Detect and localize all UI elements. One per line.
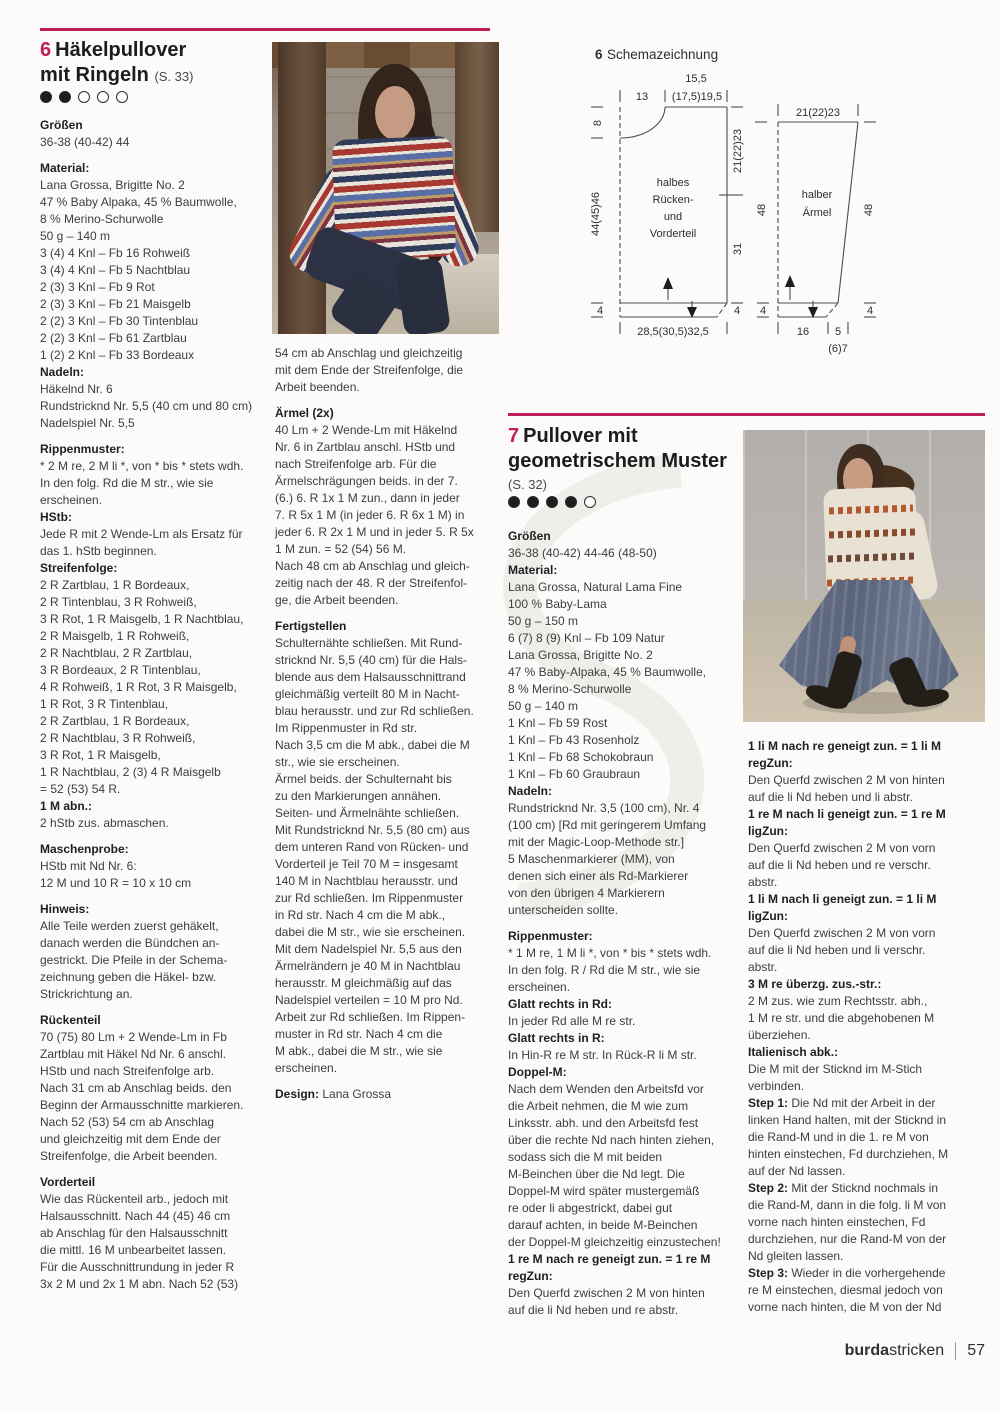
text-line: sodass sich die M mit beiden <box>508 1150 663 1164</box>
text-line: 1 M zun. = 52 (54) 56 M. <box>275 542 407 556</box>
text-line: 3 (4) 4 Knl – Fb 5 Nachtblau <box>40 263 191 277</box>
text-line: Die M mit der Sticknd im M-Stich <box>748 1062 923 1076</box>
text-line: abstr. <box>748 960 778 974</box>
text-line: Alle Teile werden zuerst gehäkelt, <box>40 919 219 933</box>
schematic-number: 6 <box>595 47 603 62</box>
text-line: darauf achten, in beide M-Beinchen <box>508 1218 698 1232</box>
section6-page-ref: (S. 33) <box>154 69 194 84</box>
text-line: 3 R Bordeaux, 2 R Tintenblau, <box>40 663 201 677</box>
sleeve-length-left-label: 48 <box>756 203 768 217</box>
difficulty-dot <box>508 496 520 508</box>
text-line: 1 M re str. und die abgehobenen M <box>748 1011 935 1025</box>
section6-column-2 <box>275 345 507 1103</box>
text-line: Arbeit zur Rd schließen. Im Rippen- <box>275 1010 466 1024</box>
text-line: 1 re M nach li geneigt zun. = 1 re M <box>748 807 946 821</box>
difficulty-dot <box>59 91 71 103</box>
text-line: In den folg. R / Rd die M str., wie sie <box>508 963 701 977</box>
text-line: ligZun: <box>748 824 788 838</box>
text-line: Step 1: Die Nd mit der Arbeit in der <box>748 1096 936 1110</box>
sleeve-cuff2-label: (6)7 <box>828 343 848 355</box>
text-line: ligZun: <box>748 909 788 923</box>
text-line: Rundstricknd Nr. 5,5 (40 cm und 80 cm) <box>40 399 253 413</box>
text-line: Größen <box>508 529 551 543</box>
text-line: regZun: <box>508 1269 553 1283</box>
text-line: die Rand-M, dann in die folg. li M von <box>748 1198 947 1212</box>
text-line: durchziehen, nur die Rand-M von der <box>748 1232 947 1246</box>
text-line: Rippenmuster: <box>508 929 593 943</box>
sleeve-rib-right-label: 4 <box>867 305 874 317</box>
text-line: (6.) 6. R 1x 1 M zun., dann in jeder <box>275 491 460 505</box>
text-line: 50 g – 150 m <box>508 614 579 628</box>
text-line: 2 hStb zus. abmaschen. <box>40 816 169 830</box>
text-line: 2 R Nachtblau, 3 R Rohweiß, <box>40 731 196 745</box>
text-line: die Rand-M und in die 1. re M von <box>748 1130 929 1144</box>
text-line: Mit dem Nadelspiel Nr. 5,5 aus den <box>275 942 462 956</box>
text-line: auf die li Nd heben und li verschr. <box>748 943 926 957</box>
text-line: HStb mit Nd Nr. 6: <box>40 859 137 873</box>
text-line: Glatt rechts in Rd: <box>508 997 613 1011</box>
text-line: 3 (4) 4 Knl – Fb 16 Rohweiß <box>40 246 191 260</box>
photo-model-geometric-sweater <box>743 430 985 722</box>
text-line: dabei die M str., wie sie erscheinen. <box>275 925 466 939</box>
text-line: Nach 52 (53) 54 cm ab Anschlag <box>40 1115 215 1129</box>
text-line: Rundstricknd Nr. 3,5 (100 cm), Nr. 4 <box>508 801 700 815</box>
text-line: 5 Maschenmarkierer (MM), von <box>508 852 675 866</box>
text-line: Nadeln: <box>508 784 553 798</box>
text-line: auf die li Nd heben und li abstr. <box>748 790 913 804</box>
back-rib-right-label: 4 <box>734 305 741 317</box>
footer-divider <box>955 1342 956 1360</box>
text-line: Nr. 6 in Zartblau anschl. HStb und <box>275 440 456 454</box>
difficulty-dot <box>97 91 109 103</box>
text-line: 1 li M nach li geneigt zun. = 1 li M <box>748 892 937 906</box>
text-line: 100 % Baby-Lama <box>508 597 607 611</box>
text-line: Doppel-M: <box>508 1065 567 1079</box>
text-line: In jeder Rd alle M re str. <box>508 1014 636 1028</box>
section6-title-line1: Häkelpullover <box>55 39 187 61</box>
text-line: M-Beinchen über die Nd legt. Die <box>508 1167 685 1181</box>
text-line: HStb und nach Streifenfolge arb. <box>40 1064 215 1078</box>
text-line: Jede R mit 2 Wende-Lm als Ersatz für <box>40 527 243 541</box>
text-line: 1 Knl – Fb 68 Schokobraun <box>508 750 654 764</box>
sleeve-bottom-width-label: 16 <box>796 326 810 338</box>
back-name-3: und <box>663 211 683 223</box>
sleeve-name-1: halber <box>801 189 833 201</box>
text-line: Ärmelschrägungen beids. in der 7. <box>275 474 458 488</box>
text-line: Ärmelrändern je 40 M in Nachtblau <box>275 959 461 973</box>
magazine-brand <box>845 1342 945 1360</box>
text-line: Streifenfolge, die Arbeit beenden. <box>40 1149 218 1163</box>
section6-title-line2: mit Ringeln <box>40 64 149 86</box>
section7-column-4 <box>748 738 980 1316</box>
text-line: muster in Rd str. Nach 4 cm die <box>275 1027 443 1041</box>
section6-difficulty-rating <box>40 91 128 103</box>
text-line: re M einstechen, diesmal jedoch von <box>748 1283 943 1297</box>
section7-heading <box>508 424 727 474</box>
text-line: 3 R Rot, 1 R Maisgelb, <box>40 748 161 762</box>
text-line: Material: <box>40 161 90 175</box>
text-line: Material: <box>508 563 558 577</box>
text-line: Vorderteil je Teil 70 M = insgesamt <box>275 857 458 871</box>
text-line: 50 g – 140 m <box>40 229 111 243</box>
section6-column-1 <box>40 117 272 1293</box>
back-name-2: Rücken- <box>652 194 694 206</box>
text-line: Zartblau mit Häkel Nd Nr. 6 anschl. <box>40 1047 227 1061</box>
text-line: 2 R Tintenblau, 3 R Rohweiß, <box>40 595 197 609</box>
text-line: 2 (3) 3 Knl – Fb 9 Rot <box>40 280 155 294</box>
text-line: Linksstr. abh. und den Arbeitsfd fest <box>508 1116 699 1130</box>
text-line: erscheinen. <box>275 1061 338 1075</box>
text-line: Lana Grossa, Brigitte No. 2 <box>40 178 185 192</box>
text-line: zu den Markierungen annähen. <box>275 789 442 803</box>
sleeve-rib-left-label: 4 <box>760 305 767 317</box>
difficulty-dot <box>116 91 128 103</box>
schematic-sleeve-piece <box>755 104 876 355</box>
text-line: Streifenfolge: <box>40 561 118 575</box>
text-line: Rippenmuster: <box>40 442 125 456</box>
schematic-drawing <box>575 38 995 373</box>
text-line: Im Rippenmuster in Rd str. <box>275 721 418 735</box>
text-line: zur Rd schließen. Im Rippenmuster <box>275 891 464 905</box>
schematic-title: Schemazeichnung <box>607 47 719 62</box>
text-line: Arbeit beenden. <box>275 380 360 394</box>
text-line: 3 R Rot, 1 R Maisgelb, 1 R Nachtblau, <box>40 612 244 626</box>
page-footer <box>690 1342 985 1360</box>
text-line: Seiten- und Ärmelnähte schließen. <box>275 806 460 820</box>
text-line: 6 (7) 8 (9) Knl – Fb 109 Natur <box>508 631 665 645</box>
text-line: Für die Ausschnittrundung in jeder R <box>40 1260 235 1274</box>
model-face <box>375 86 415 140</box>
text-line: 47 % Baby-Alpaka, 45 % Baumwolle, <box>508 665 707 679</box>
text-line: 47 % Baby Alpaka, 45 % Baumwolle, <box>40 195 237 209</box>
text-line: 7. R 5x 1 M (in jeder 6. R 6x 1 M) in <box>275 508 465 522</box>
text-line: 8 % Merino-Schurwolle <box>40 212 164 226</box>
text-line: Fertigstellen <box>275 619 347 633</box>
text-line: linken Hand halten, mit der Sticknd in <box>748 1113 947 1127</box>
back-name-1: halbes <box>656 177 690 189</box>
text-line: 36-38 (40-42) 44 <box>40 135 130 149</box>
section6-heading-line2 <box>40 63 193 89</box>
text-line: Vorderteil <box>40 1175 96 1189</box>
text-line: 1 R Rot, 3 R Tintenblau, <box>40 697 169 711</box>
difficulty-dot <box>78 91 90 103</box>
text-line: 12 M und 10 R = 10 x 10 cm <box>40 876 192 890</box>
text-line: Den Querfd zwischen 2 M von vorn <box>748 926 936 940</box>
text-line: in Rd str. Nach 4 cm die M abk., <box>275 908 446 922</box>
difficulty-dot <box>546 496 558 508</box>
text-line: dem unteren Rand von Rücken- und <box>275 840 469 854</box>
back-width-label: 28,5(30,5)32,5 <box>637 326 709 338</box>
text-line: Schulternähte schließen. Mit Rund- <box>275 636 463 650</box>
text-line: Rückenteil <box>40 1013 101 1027</box>
text-line: Ärmel (2x) <box>275 406 334 420</box>
text-line: denen sich einer als Rd-Markierer <box>508 869 689 883</box>
text-line: re oder li abgestrickt, dabei gut <box>508 1201 673 1215</box>
text-line: über die rechte Nd nach hinten ziehen, <box>508 1133 715 1147</box>
text-line: Den Querfd zwischen 2 M von hinten <box>748 773 945 787</box>
text-line: abstr. <box>748 875 778 889</box>
text-line: 70 (75) 80 Lm + 2 Wende-Lm in Fb <box>40 1030 227 1044</box>
text-line: herausstr. M gleichmäßig auf das <box>275 976 452 990</box>
text-line: In den folg. Rd die M str., wie sie <box>40 476 214 490</box>
text-line: 40 Lm + 2 Wende-Lm mit Häkelnd <box>275 423 458 437</box>
text-line: Ärmel beids. der Schulternaht bis <box>275 772 452 786</box>
text-line: gestrickt. Die Pfeile in der Schema- <box>40 953 228 967</box>
text-line: Beginn der Armausschnitte markieren. <box>40 1098 244 1112</box>
text-line: 54 cm ab Anschlag und gleichzeitig <box>275 346 463 360</box>
text-line: ab Anschlag für den Halsausschnitt <box>40 1226 228 1240</box>
text-line: (100 cm) [Rd mit geringerem Umfang <box>508 818 707 832</box>
text-line: Design: Lana Grossa <box>275 1087 392 1101</box>
back-neck-bottom-label: (17,5)19,5 <box>671 91 723 103</box>
back-rib-left-label: 4 <box>597 305 604 317</box>
text-line: von den übrigen 4 Markierern <box>508 886 665 900</box>
text-line: die Arbeit nehmen, die M wie zum <box>508 1099 689 1113</box>
section7-column-3 <box>508 528 740 1319</box>
text-line: zeichnung geben die Häkel- bzw. <box>40 970 217 984</box>
text-line: unterscheiden sollte. <box>508 903 619 917</box>
text-line: hinten einstechen, Fd durchziehen, M <box>748 1147 949 1161</box>
back-shoulder-label: 13 <box>635 91 649 103</box>
difficulty-dot <box>565 496 577 508</box>
back-yoke-label: 21(22)23 <box>732 128 744 174</box>
text-line: Nadeln: <box>40 365 85 379</box>
text-line: 8 % Merino-Schurwolle <box>508 682 632 696</box>
text-line: Nach 3,5 cm die M abk., dabei die M <box>275 738 470 752</box>
sleeve-cuff-label: 5 <box>834 326 842 338</box>
section7-title-line1: Pullover mit <box>523 425 638 447</box>
section6-top-rule <box>40 28 490 31</box>
text-line: Halsausschnitt. Nach 44 (45) 46 cm <box>40 1209 231 1223</box>
text-line: regZun: <box>748 756 793 770</box>
section6-heading-line1 <box>40 38 193 63</box>
text-line: Glatt rechts in R: <box>508 1031 605 1045</box>
text-line: = 52 (53) 54 R. <box>40 782 121 796</box>
text-line: Maschenprobe: <box>40 842 129 856</box>
text-line: 1 (2) 2 Knl – Fb 33 Bordeaux <box>40 348 195 362</box>
back-neck-depth-label: 8 <box>592 119 604 127</box>
section7-heading-line1 <box>508 424 727 449</box>
sleeve-name-2: Ärmel <box>802 207 832 219</box>
text-line: Den Querfd zwischen 2 M von vorn <box>748 841 936 855</box>
section7-number: 7 <box>508 425 520 447</box>
section7-difficulty-rating <box>508 496 596 508</box>
text-line: * 2 M re, 2 M li *, von * bis * stets wdh. <box>40 459 244 473</box>
text-line: 36-38 (40-42) 44-46 (48-50) <box>508 546 657 560</box>
text-line: 1 Knl – Fb 59 Rost <box>508 716 608 730</box>
text-line: 2 (2) 3 Knl – Fb 30 Tintenblau <box>40 314 199 328</box>
brand-rest: stricken <box>889 1342 945 1359</box>
section7-heading-line2 <box>508 449 727 474</box>
section6-number: 6 <box>40 39 52 61</box>
text-line: erscheinen. <box>40 493 103 507</box>
text-line: In Hin-R re M str. In Rück-R li M str. <box>508 1048 697 1062</box>
text-line: Hinweis: <box>40 902 90 916</box>
text-line: erscheinen. <box>508 980 571 994</box>
text-line: mit dem Ende der Streifenfolge, die <box>275 363 464 377</box>
text-line: Nd gleiten lassen. <box>748 1249 844 1263</box>
text-line: 2 (3) 3 Knl – Fb 21 Maisgelb <box>40 297 191 311</box>
text-line: Step 2: Mit der Sticknd nochmals in <box>748 1181 939 1195</box>
text-line: und gleichzeitig mit dem Ende der <box>40 1132 221 1146</box>
text-line: Lana Grossa, Natural Lama Fine <box>508 580 683 594</box>
text-line: 1 li M nach re geneigt zun. = 1 li M <box>748 739 942 753</box>
section7-page-ref: (S. 32) <box>508 477 548 492</box>
text-line: HStb: <box>40 510 72 524</box>
text-line: blende aus dem Halsausschnittrand <box>275 670 466 684</box>
text-line: ge, die Arbeit beenden. <box>275 593 399 607</box>
text-line: Step 3: Wieder in die vorhergehende <box>748 1266 946 1280</box>
text-line: 2 R Zartblau, 1 R Bordeaux, <box>40 714 190 728</box>
text-line: auf die li Nd heben und re abstr. <box>508 1303 679 1317</box>
text-line: 4 R Rohweiß, 1 R Rot, 3 R Maisgelb, <box>40 680 237 694</box>
text-line: Nach 48 cm ab Anschlag und gleich- <box>275 559 470 573</box>
text-line: Lana Grossa, Brigitte No. 2 <box>508 648 653 662</box>
text-line: 2 (2) 3 Knl – Fb 61 Zartblau <box>40 331 187 345</box>
section7-top-rule <box>508 413 985 416</box>
text-line: auf die li Nd heben und re verschr. <box>748 858 931 872</box>
photo-model-striped-sweater <box>272 42 499 334</box>
text-line: überziehen. <box>748 1028 811 1042</box>
text-line: 1 Knl – Fb 43 Rosenholz <box>508 733 640 747</box>
text-line: 2 R Zartblau, 1 R Bordeaux, <box>40 578 190 592</box>
text-line: vorne nach hinten, die M von der Nd <box>748 1300 942 1314</box>
text-line: 3x 2 M und 2x 1 M abn. Nach 52 (53) <box>40 1277 239 1291</box>
text-line: Mit Rundstricknd Nr. 5,5 (80 cm) aus <box>275 823 470 837</box>
text-line: Wie das Rückenteil arb., jedoch mit <box>40 1192 229 1206</box>
text-line: 1 R Nachtblau, 2 (3) 4 R Maisgelb <box>40 765 221 779</box>
back-neck-top-label: 15,5 <box>685 73 707 85</box>
text-line: 140 M in Nachtblau herausstr. und <box>275 874 458 888</box>
text-line: 1 re M nach re geneigt zun. = 1 re M <box>508 1252 711 1266</box>
text-line: mit der Magic-Loop-Methode str.] <box>508 835 685 849</box>
sleeve-top-width-label: 21(22)23 <box>795 107 841 119</box>
text-line: 50 g – 140 m <box>508 699 579 713</box>
text-line: Nach 31 cm ab Anschlag beids. den <box>40 1081 232 1095</box>
text-line: 2 R Nachtblau, 2 R Zartblau, <box>40 646 193 660</box>
text-line: gleichmäßig verteilt 80 M in Nacht- <box>275 687 460 701</box>
section6-heading <box>40 38 193 89</box>
text-line: blau herausstr. und zur Rd schließen. <box>275 704 474 718</box>
text-line: str., wie sie erscheinen. <box>275 755 400 769</box>
text-line: Doppel-M wird später mustergemäß <box>508 1184 700 1198</box>
schematic-back-piece <box>590 73 744 338</box>
text-line: Italienisch abk.: <box>748 1045 839 1059</box>
text-line: jeder 6. R 2x 1 M und in jeder 5. R 5x <box>275 525 474 539</box>
section7-title-line2: geometrischem Muster <box>508 450 727 472</box>
text-line: 1 Knl – Fb 60 Graubraun <box>508 767 641 781</box>
text-line: das 1. hStb beginnen. <box>40 544 157 558</box>
text-line: Häkelnd Nr. 6 <box>40 382 113 396</box>
text-line: auf der Nd lassen. <box>748 1164 846 1178</box>
text-line: die mittl. 16 M unbearbeitet lassen. <box>40 1243 227 1257</box>
back-length-label: 44(45)46 <box>590 191 602 237</box>
back-side-label: 31 <box>732 242 744 256</box>
difficulty-dot <box>40 91 52 103</box>
text-line: zeitig nach der 48. R der Streifenfol- <box>275 576 468 590</box>
difficulty-dot <box>527 496 539 508</box>
text-line: Strickrichtung an. <box>40 987 133 1001</box>
text-line: stricknd Nr. 5,5 (40 cm) für die Hals- <box>275 653 468 667</box>
text-line: Den Querfd zwischen 2 M von hinten <box>508 1286 705 1300</box>
text-line: Nadelspiel Nr. 5,5 <box>40 416 135 430</box>
text-line: danach werden die Bündchen an- <box>40 936 220 950</box>
text-line: M abk., dabei die M str., wie sie <box>275 1044 443 1058</box>
text-line: der Doppel-M gleichzeitig einzustechen! <box>508 1235 721 1249</box>
brand-bold: burda <box>844 1342 890 1359</box>
text-line: * 1 M re, 1 M li *, von * bis * stets wdh. <box>508 946 712 960</box>
text-line: 2 M zus. wie zum Rechtsstr. abh., <box>748 994 928 1008</box>
text-line: 3 M re überzg. zus.-str.: <box>748 977 882 991</box>
text-line: nach Streifenfolge arb. Für die <box>275 457 437 471</box>
sleeve-length-right-label: 48 <box>863 203 875 217</box>
text-line: Nadelspiel verteilen = 10 M pro Nd. <box>275 993 463 1007</box>
back-name-4: Vorderteil <box>649 228 697 240</box>
difficulty-dot <box>584 496 596 508</box>
text-line: Nach dem Wenden den Arbeitsfd vor <box>508 1082 704 1096</box>
text-line: 1 M abn.: <box>40 799 93 813</box>
text-line: vorne nach hinten einstechen, Fd <box>748 1215 926 1229</box>
page-number: 57 <box>967 1342 985 1359</box>
text-line: verbinden. <box>748 1079 805 1093</box>
text-line: Größen <box>40 118 83 132</box>
text-line: 2 R Maisgelb, 1 R Rohweiß, <box>40 629 190 643</box>
